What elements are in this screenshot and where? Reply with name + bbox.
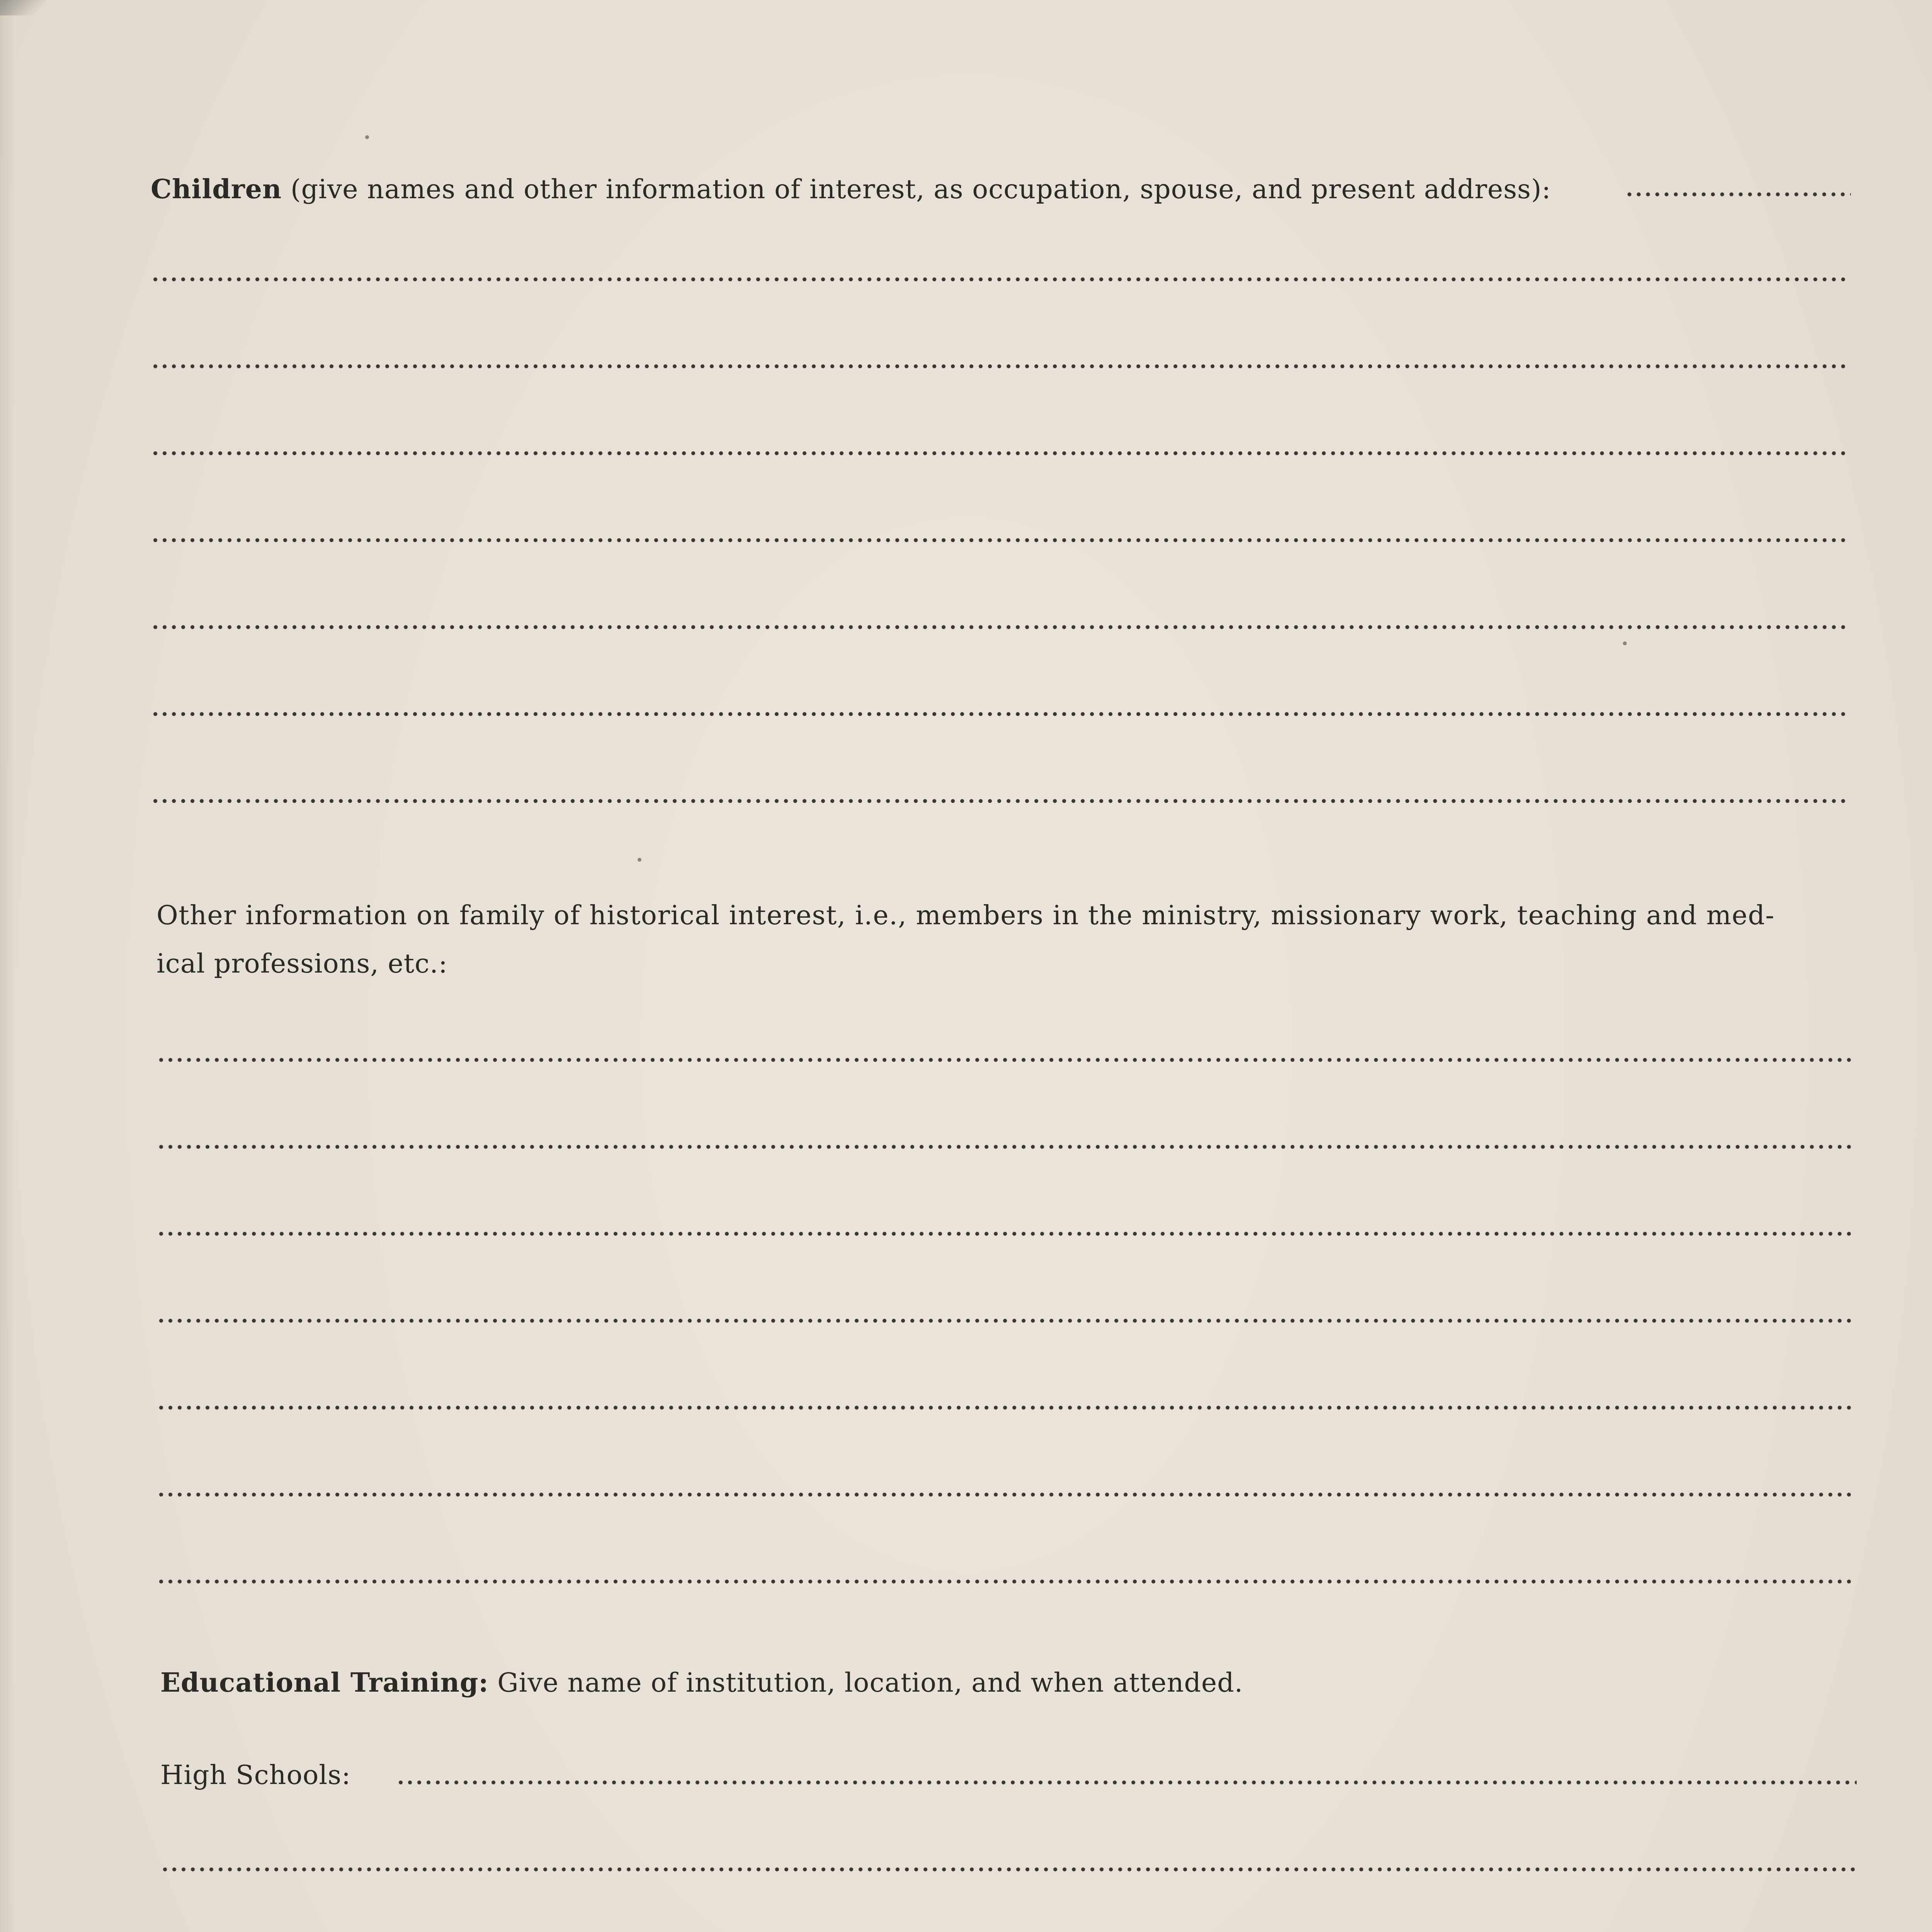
high-schools-answer-line-2[interactable] — [160, 1849, 1857, 1872]
other-info-answer-line-4[interactable] — [156, 1300, 1853, 1323]
paper-speck — [638, 858, 641, 862]
other-info-answer-line-3[interactable] — [156, 1213, 1853, 1236]
other-info-answer-line-1[interactable] — [156, 1039, 1853, 1063]
other-info-answer-line-5[interactable] — [156, 1387, 1853, 1410]
other-info-answer-line-2[interactable] — [156, 1126, 1853, 1150]
high-schools-answer-line-1[interactable] — [396, 1762, 1857, 1785]
other-info-answer-line-7[interactable] — [156, 1561, 1853, 1584]
children-answer-line-1[interactable] — [1625, 174, 1851, 197]
other-info-answer-line-6[interactable] — [156, 1474, 1853, 1497]
education-heading — [160, 1663, 1243, 1702]
children-answer-line-2[interactable] — [151, 259, 1847, 282]
paper-speck — [1623, 641, 1627, 645]
other-info-prompt-line-2: ical professions, etc.: — [156, 949, 448, 979]
children-heading — [151, 170, 1551, 209]
children-answer-line-8[interactable] — [151, 781, 1847, 804]
other-info-prompt-line-1: Other information on family of historical interest, i.e., members in the ministry, missionary work, teaching and med- — [156, 900, 1775, 931]
education-prompt: Give name of institution, location, and when attended. — [497, 1668, 1243, 1698]
children-answer-line-3[interactable] — [151, 346, 1847, 369]
children-answer-line-5[interactable] — [151, 520, 1847, 543]
education-label: Educational Training: — [160, 1667, 489, 1698]
children-answer-line-7[interactable] — [151, 694, 1847, 717]
high-schools-label: High Schools: — [160, 1760, 351, 1791]
children-answer-line-6[interactable] — [151, 607, 1847, 630]
paper-speck — [365, 135, 369, 139]
children-prompt: (give names and other information of interest, as occupation, spouse, and present address): — [290, 174, 1551, 205]
children-answer-line-4[interactable] — [151, 433, 1847, 456]
children-label: Children — [151, 174, 282, 205]
